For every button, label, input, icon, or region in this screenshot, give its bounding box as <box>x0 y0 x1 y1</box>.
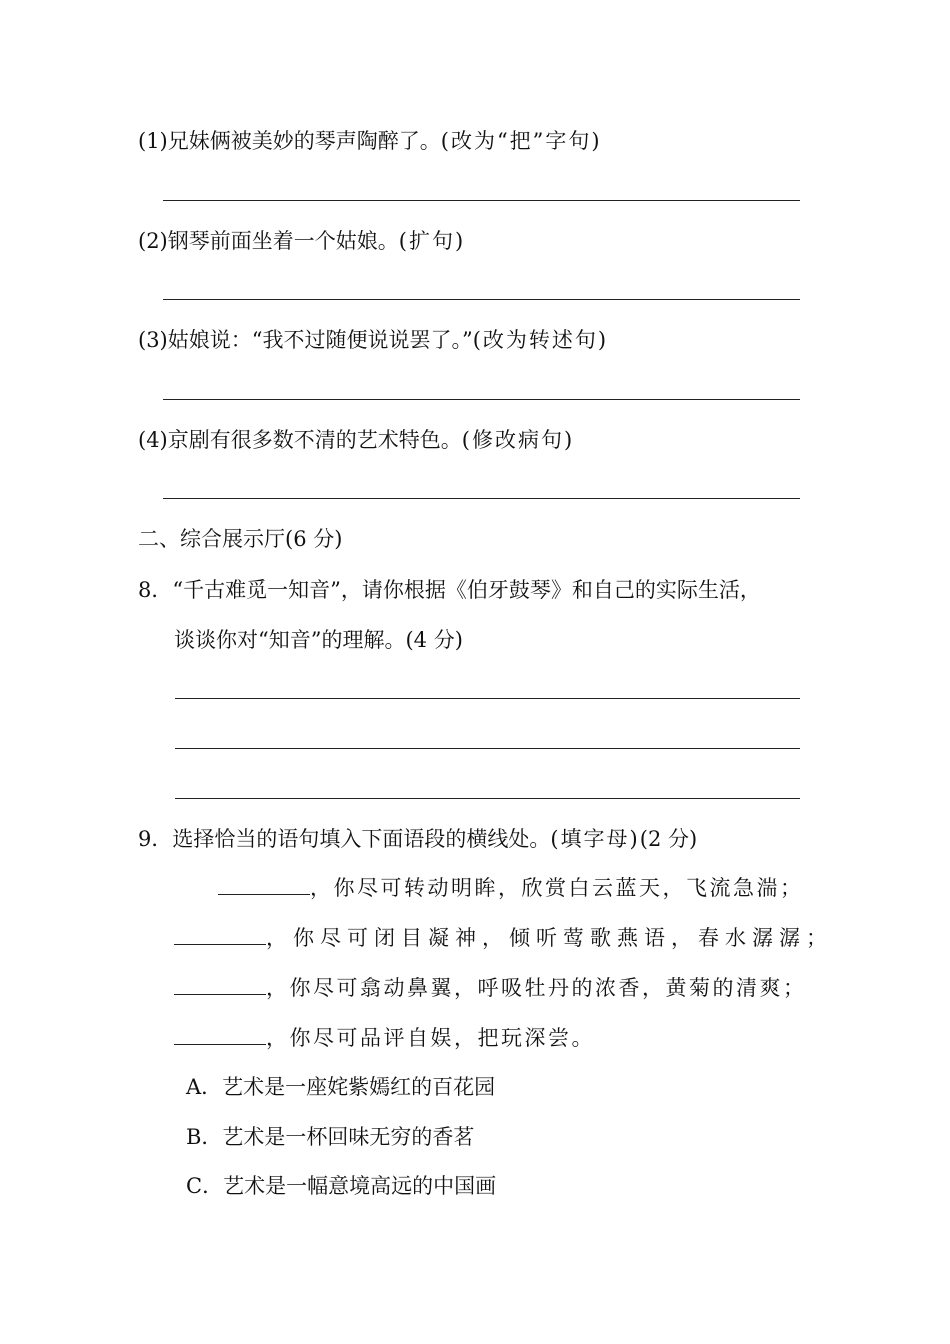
q9-blank-2[interactable] <box>174 926 266 945</box>
q9-para-line-1-text: ，你尽可转动明眸，欣赏白云蓝天，飞流急湍； <box>310 876 804 900</box>
q9-para-line-2-text: ，你尽可闭目凝神，倾听莺歌燕语，春水潺潺； <box>266 926 833 950</box>
q9-para-line-4 <box>174 1023 595 1053</box>
q7-item-3 <box>138 325 608 355</box>
q9-para-line-3-text: ，你尽可翕动鼻翼，呼吸牡丹的浓香，黄菊的清爽； <box>266 976 807 1000</box>
q8-answer-line-1[interactable] <box>175 698 800 699</box>
q9-option-a: A．艺术是一座姹紫嫣红的百花园 <box>186 1075 496 1099</box>
q7-item-1-answer-line[interactable] <box>163 200 800 201</box>
q8-answer-line-3[interactable] <box>175 798 800 799</box>
q8-answer-line-2[interactable] <box>175 748 800 749</box>
q9-para-line-2 <box>174 923 833 953</box>
q7-item-1-hint: (改为“把”字句) <box>440 129 602 153</box>
q7-item-1 <box>138 126 602 156</box>
q9-para-line-3 <box>174 973 807 1003</box>
q9-title-hint: (填字母) <box>550 827 640 851</box>
q7-item-2-text: (2)钢琴前面坐着一个姑娘。 <box>138 229 399 253</box>
q7-item-1-text: (1)兄妹俩被美妙的琴声陶醉了。 <box>138 129 441 153</box>
q7-item-4-text: (4)京剧有很多数不清的艺术特色。 <box>138 428 462 452</box>
q7-item-3-answer-line[interactable] <box>163 399 800 400</box>
q9-blank-3[interactable] <box>174 976 266 995</box>
q9-para-line-1 <box>218 873 804 903</box>
q7-item-3-text: (3)姑娘说：“我不过随便说说罢了。” <box>138 328 473 352</box>
q7-item-2 <box>138 226 465 256</box>
section-2-title: 二、综合展示厅(6 分) <box>138 527 343 551</box>
q8-line-1: 8．“千古难觅一知音”，请你根据《伯牙鼓琴》和自己的实际生活， <box>138 578 761 602</box>
q7-item-3-hint: (改为转述句) <box>472 328 609 352</box>
q7-item-2-hint: (扩句) <box>398 229 466 253</box>
q9-option-b: B．艺术是一杯回味无穷的香茗 <box>186 1125 475 1149</box>
q9-para-line-4-text: ，你尽可品评自娱，把玩深尝。 <box>266 1026 595 1050</box>
q9-option-c: C．艺术是一幅意境高远的中国画 <box>186 1174 497 1198</box>
q9-blank-4[interactable] <box>174 1026 266 1045</box>
q7-item-4-answer-line[interactable] <box>163 498 800 499</box>
q7-item-4 <box>138 425 574 455</box>
q8-line-2: 谈谈你对“知音”的理解。(4 分) <box>174 628 463 652</box>
q7-item-2-answer-line[interactable] <box>163 299 800 300</box>
q9-title-score: (2 分) <box>639 827 698 851</box>
q7-item-4-hint: (修改病句) <box>461 428 575 452</box>
q9-title-main: 9．选择恰当的语句填入下面语段的横线处。 <box>138 827 551 851</box>
q9-title <box>138 824 697 854</box>
q9-blank-1[interactable] <box>218 876 310 895</box>
